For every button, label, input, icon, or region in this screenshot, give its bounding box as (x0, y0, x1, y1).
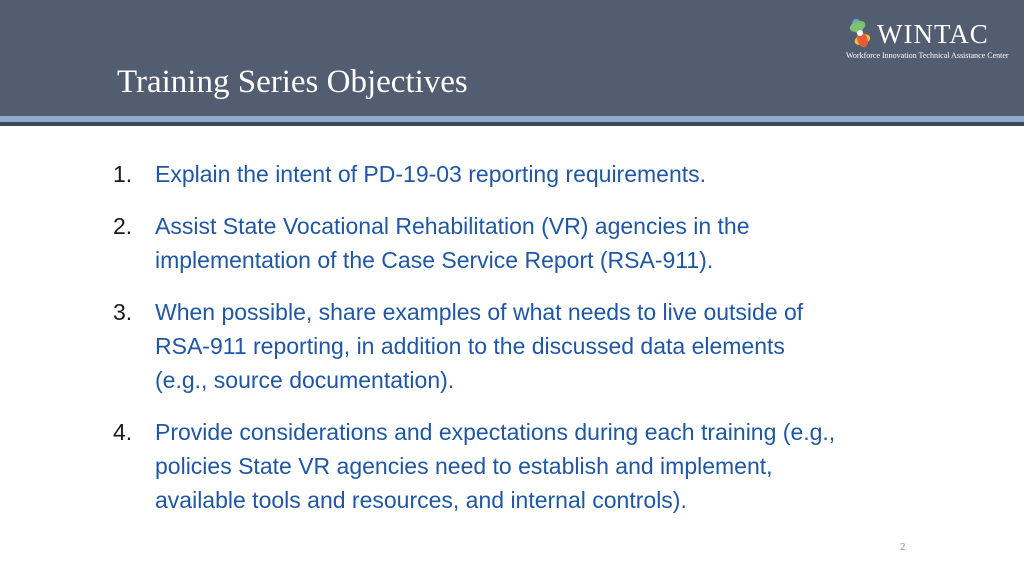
objective-item (113, 295, 933, 397)
objective-item (113, 209, 933, 277)
slide-title: Training Series Objectives (117, 64, 468, 100)
objective-text: Provide considerations and expectations during each training (e.g., policies State VR agencies need to establish and implement, available tools and resources, and internal controls). (155, 419, 836, 513)
objective-number: 3. (113, 299, 133, 325)
page-number: 2 (900, 541, 906, 553)
objective-text: When possible, share examples of what needs to live outside of RSA-911 reporting, in addition to the discussed data elements (e.g., source documentation). (155, 299, 804, 393)
wintac-logo (845, 18, 1015, 62)
logo-wordmark: WINTAC (877, 19, 989, 49)
header-divider (0, 122, 1024, 126)
objective-number: 1. (113, 161, 133, 187)
pinwheel-logo-icon (845, 18, 875, 48)
objective-number: 4. (113, 419, 133, 445)
logo-tagline: Workforce Innovation Technical Assistance Center (846, 51, 1009, 60)
objectives-list (113, 157, 933, 535)
objective-number: 2. (113, 213, 133, 239)
objective-text: Explain the intent of PD-19-03 reporting requirements. (155, 161, 707, 187)
objective-item (113, 157, 933, 191)
objective-text: Assist State Vocational Rehabilitation (VR) agencies in the implementation of the Case Service Report (RSA-911). (155, 213, 750, 273)
objective-item (113, 415, 933, 517)
